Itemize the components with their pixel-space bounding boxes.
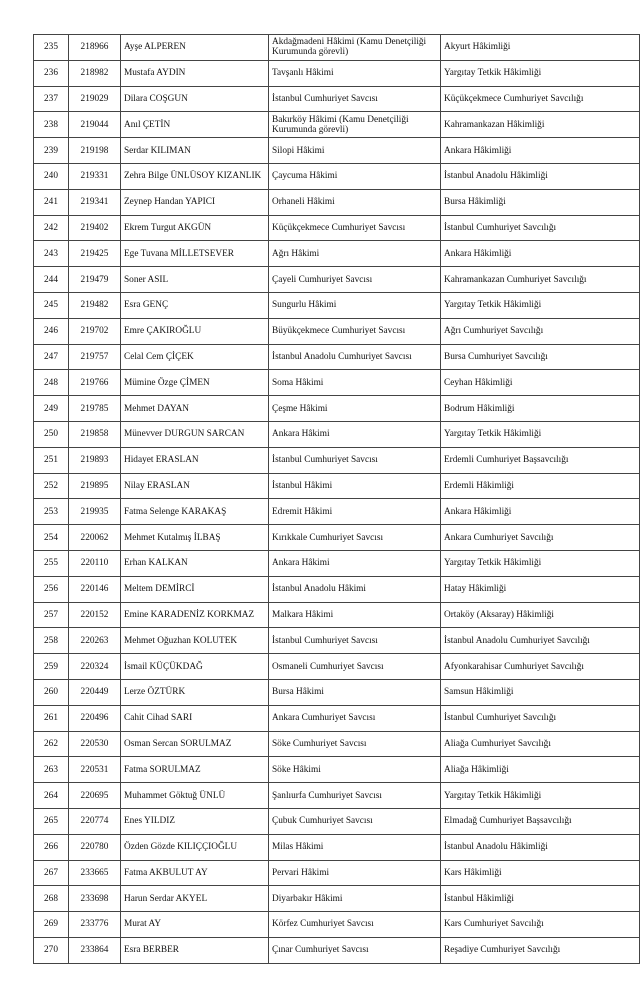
registry-number: 219482 xyxy=(69,292,121,318)
current-position: Çeşme Hâkimi xyxy=(269,396,441,422)
registry-number: 219479 xyxy=(69,267,121,293)
table-row xyxy=(34,189,640,215)
table-row xyxy=(34,60,640,86)
row-number: 241 xyxy=(34,189,69,215)
registry-number: 219766 xyxy=(69,370,121,396)
new-position: İstanbul Anadolu Hâkimliği xyxy=(441,163,640,189)
row-number: 264 xyxy=(34,783,69,809)
new-position: Bursa Hâkimliği xyxy=(441,189,640,215)
row-number: 265 xyxy=(34,808,69,834)
table-row xyxy=(34,86,640,112)
row-number: 238 xyxy=(34,112,69,138)
document-page xyxy=(33,34,604,964)
person-name: Münevver DURGUN SARCAN xyxy=(121,421,269,447)
current-position: İstanbul Anadolu Hâkimi xyxy=(269,576,441,602)
current-position: Orhaneli Hâkimi xyxy=(269,189,441,215)
current-position: Ankara Cumhuriyet Savcısı xyxy=(269,705,441,731)
current-position: Bursa Hâkimi xyxy=(269,679,441,705)
row-number: 242 xyxy=(34,215,69,241)
row-number: 262 xyxy=(34,731,69,757)
new-position: İstanbul Anadolu Hâkimliği xyxy=(441,834,640,860)
new-position: Kahramankazan Hâkimliği xyxy=(441,112,640,138)
new-position: Erdemli Hâkimliği xyxy=(441,473,640,499)
registry-number: 219935 xyxy=(69,499,121,525)
table-row xyxy=(34,396,640,422)
row-number: 251 xyxy=(34,447,69,473)
table-row xyxy=(34,241,640,267)
current-position: Sungurlu Hâkimi xyxy=(269,292,441,318)
row-number: 270 xyxy=(34,937,69,963)
current-position: Malkara Hâkimi xyxy=(269,602,441,628)
row-number: 247 xyxy=(34,344,69,370)
registry-number: 219702 xyxy=(69,318,121,344)
row-number: 260 xyxy=(34,679,69,705)
person-name: Emine KARADENİZ KORKMAZ xyxy=(121,602,269,628)
registry-number: 219341 xyxy=(69,189,121,215)
person-name: Fatma Selenge KARAKAŞ xyxy=(121,499,269,525)
table-row xyxy=(34,499,640,525)
registry-number: 220774 xyxy=(69,808,121,834)
table-row xyxy=(34,138,640,164)
current-position: Kırıkkale Cumhuriyet Savcısı xyxy=(269,525,441,551)
row-number: 245 xyxy=(34,292,69,318)
table-row xyxy=(34,550,640,576)
registry-number: 219893 xyxy=(69,447,121,473)
current-position: Çınar Cumhuriyet Savcısı xyxy=(269,937,441,963)
row-number: 237 xyxy=(34,86,69,112)
current-position: Ankara Hâkimi xyxy=(269,550,441,576)
row-number: 266 xyxy=(34,834,69,860)
table-row xyxy=(34,525,640,551)
registry-number: 220062 xyxy=(69,525,121,551)
new-position: Ceyhan Hâkimliği xyxy=(441,370,640,396)
registry-number: 219425 xyxy=(69,241,121,267)
registry-number: 219044 xyxy=(69,112,121,138)
person-name: Özden Gözde KILIÇÇIOĞLU xyxy=(121,834,269,860)
person-name: Mustafa AYDIN xyxy=(121,60,269,86)
table-row xyxy=(34,834,640,860)
row-number: 243 xyxy=(34,241,69,267)
new-position: Kars Hâkimliği xyxy=(441,860,640,886)
new-position: İstanbul Anadolu Cumhuriyet Savcılığı xyxy=(441,628,640,654)
table-row xyxy=(34,318,640,344)
new-position: Samsun Hâkimliği xyxy=(441,679,640,705)
table-row xyxy=(34,112,640,138)
current-position: Ankara Hâkimi xyxy=(269,421,441,447)
current-position: Bakırköy Hâkimi (Kamu Denetçiliği Kurumunda görevli) xyxy=(269,112,441,138)
row-number: 258 xyxy=(34,628,69,654)
row-number: 261 xyxy=(34,705,69,731)
registry-number: 220324 xyxy=(69,654,121,680)
new-position: Bodrum Hâkimliği xyxy=(441,396,640,422)
row-number: 239 xyxy=(34,138,69,164)
person-name: Lerze ÖZTÜRK xyxy=(121,679,269,705)
table-row xyxy=(34,35,640,61)
person-name: Osman Sercan SORULMAZ xyxy=(121,731,269,757)
new-position: Aliağa Cumhuriyet Savcılığı xyxy=(441,731,640,757)
current-position: Milas Hâkimi xyxy=(269,834,441,860)
table-row xyxy=(34,679,640,705)
current-position: Söke Cumhuriyet Savcısı xyxy=(269,731,441,757)
person-name: Esra GENÇ xyxy=(121,292,269,318)
person-name: İsmail KÜÇÜKDAĞ xyxy=(121,654,269,680)
current-position: Söke Hâkimi xyxy=(269,757,441,783)
registry-number: 220110 xyxy=(69,550,121,576)
current-position: Akdağmadeni Hâkimi (Kamu Denetçiliği Kurumunda görevli) xyxy=(269,35,441,61)
registry-number: 220531 xyxy=(69,757,121,783)
table-row xyxy=(34,808,640,834)
new-position: Yargıtay Tetkik Hâkimliği xyxy=(441,783,640,809)
person-name: Mehmet Oğuzhan KOLUTEK xyxy=(121,628,269,654)
new-position: Yargıtay Tetkik Hâkimliği xyxy=(441,421,640,447)
new-position: Elmadağ Cumhuriyet Başsavcılığı xyxy=(441,808,640,834)
person-name: Zeynep Handan YAPICI xyxy=(121,189,269,215)
current-position: Şanlıurfa Cumhuriyet Savcısı xyxy=(269,783,441,809)
row-number: 257 xyxy=(34,602,69,628)
table-row xyxy=(34,447,640,473)
row-number: 252 xyxy=(34,473,69,499)
person-name: Erhan KALKAN xyxy=(121,550,269,576)
registry-number: 219757 xyxy=(69,344,121,370)
current-position: Körfez Cumhuriyet Savcısı xyxy=(269,912,441,938)
table-row xyxy=(34,886,640,912)
person-name: Ege Tuvana MİLLETSEVER xyxy=(121,241,269,267)
registry-number: 220152 xyxy=(69,602,121,628)
row-number: 236 xyxy=(34,60,69,86)
table-row xyxy=(34,292,640,318)
new-position: Ağrı Cumhuriyet Savcılığı xyxy=(441,318,640,344)
new-position: İstanbul Hâkimliği xyxy=(441,886,640,912)
new-position: Kahramankazan Cumhuriyet Savcılığı xyxy=(441,267,640,293)
person-name: Ayşe ALPEREN xyxy=(121,35,269,61)
new-position: Afyonkarahisar Cumhuriyet Savcılığı xyxy=(441,654,640,680)
row-number: 269 xyxy=(34,912,69,938)
current-position: Soma Hâkimi xyxy=(269,370,441,396)
row-number: 244 xyxy=(34,267,69,293)
person-name: Cahit Cihad SARI xyxy=(121,705,269,731)
person-name: Fatma AKBULUT AY xyxy=(121,860,269,886)
new-position: Hatay Hâkimliği xyxy=(441,576,640,602)
current-position: Ağrı Hâkimi xyxy=(269,241,441,267)
new-position: Yargıtay Tetkik Hâkimliği xyxy=(441,550,640,576)
registry-number: 220449 xyxy=(69,679,121,705)
registry-number: 218982 xyxy=(69,60,121,86)
appointment-table xyxy=(33,34,640,964)
person-name: Muhammet Göktuğ ÜNLÜ xyxy=(121,783,269,809)
row-number: 253 xyxy=(34,499,69,525)
row-number: 248 xyxy=(34,370,69,396)
registry-number: 220263 xyxy=(69,628,121,654)
current-position: Tavşanlı Hâkimi xyxy=(269,60,441,86)
registry-number: 219331 xyxy=(69,163,121,189)
row-number: 249 xyxy=(34,396,69,422)
table-row xyxy=(34,576,640,602)
registry-number: 220695 xyxy=(69,783,121,809)
person-name: Nilay ERASLAN xyxy=(121,473,269,499)
person-name: Enes YILDIZ xyxy=(121,808,269,834)
row-number: 259 xyxy=(34,654,69,680)
table-row xyxy=(34,344,640,370)
current-position: Çayeli Cumhuriyet Savcısı xyxy=(269,267,441,293)
table-row xyxy=(34,628,640,654)
registry-number: 233864 xyxy=(69,937,121,963)
table-row xyxy=(34,215,640,241)
registry-number: 219402 xyxy=(69,215,121,241)
person-name: Esra BERBER xyxy=(121,937,269,963)
new-position: Ankara Cumhuriyet Savcılığı xyxy=(441,525,640,551)
current-position: Büyükçekmece Cumhuriyet Savcısı xyxy=(269,318,441,344)
table-row xyxy=(34,731,640,757)
row-number: 268 xyxy=(34,886,69,912)
new-position: Küçükçekmece Cumhuriyet Savcılığı xyxy=(441,86,640,112)
table-body xyxy=(34,35,640,964)
table-row xyxy=(34,163,640,189)
person-name: Dilara COŞGUN xyxy=(121,86,269,112)
new-position: İstanbul Cumhuriyet Savcılığı xyxy=(441,705,640,731)
registry-number: 219858 xyxy=(69,421,121,447)
row-number: 267 xyxy=(34,860,69,886)
new-position: Kars Cumhuriyet Savcılığı xyxy=(441,912,640,938)
registry-number: 219198 xyxy=(69,138,121,164)
new-position: Ortaköy (Aksaray) Hâkimliği xyxy=(441,602,640,628)
person-name: Emre ÇAKIROĞLU xyxy=(121,318,269,344)
person-name: Harun Serdar AKYEL xyxy=(121,886,269,912)
new-position: Ankara Hâkimliği xyxy=(441,138,640,164)
table-row xyxy=(34,705,640,731)
table-row xyxy=(34,267,640,293)
new-position: Ankara Hâkimliği xyxy=(441,241,640,267)
current-position: İstanbul Cumhuriyet Savcısı xyxy=(269,447,441,473)
registry-number: 220496 xyxy=(69,705,121,731)
current-position: Diyarbakır Hâkimi xyxy=(269,886,441,912)
table-row xyxy=(34,602,640,628)
table-row xyxy=(34,912,640,938)
new-position: Yargıtay Tetkik Hâkimliği xyxy=(441,292,640,318)
current-position: Silopi Hâkimi xyxy=(269,138,441,164)
current-position: Çaycuma Hâkimi xyxy=(269,163,441,189)
person-name: Fatma SORULMAZ xyxy=(121,757,269,783)
table-row xyxy=(34,937,640,963)
current-position: Pervari Hâkimi xyxy=(269,860,441,886)
row-number: 255 xyxy=(34,550,69,576)
row-number: 240 xyxy=(34,163,69,189)
table-row xyxy=(34,860,640,886)
person-name: Ekrem Turgut AKGÜN xyxy=(121,215,269,241)
registry-number: 220780 xyxy=(69,834,121,860)
new-position: Erdemli Cumhuriyet Başsavcılığı xyxy=(441,447,640,473)
person-name: Mümine Özge ÇİMEN xyxy=(121,370,269,396)
registry-number: 233698 xyxy=(69,886,121,912)
new-position: Ankara Hâkimliği xyxy=(441,499,640,525)
current-position: İstanbul Anadolu Cumhuriyet Savcısı xyxy=(269,344,441,370)
registry-number: 233776 xyxy=(69,912,121,938)
row-number: 250 xyxy=(34,421,69,447)
table-row xyxy=(34,473,640,499)
table-row xyxy=(34,421,640,447)
current-position: Osmaneli Cumhuriyet Savcısı xyxy=(269,654,441,680)
new-position: Bursa Cumhuriyet Savcılığı xyxy=(441,344,640,370)
registry-number: 219785 xyxy=(69,396,121,422)
table-row xyxy=(34,370,640,396)
current-position: Çubuk Cumhuriyet Savcısı xyxy=(269,808,441,834)
registry-number: 219895 xyxy=(69,473,121,499)
table-row xyxy=(34,654,640,680)
new-position: Yargıtay Tetkik Hâkimliği xyxy=(441,60,640,86)
current-position: Edremit Hâkimi xyxy=(269,499,441,525)
person-name: Mehmet DAYAN xyxy=(121,396,269,422)
new-position: Akyurt Hâkimliği xyxy=(441,35,640,61)
person-name: Meltem DEMİRCİ xyxy=(121,576,269,602)
new-position: Reşadiye Cumhuriyet Savcılığı xyxy=(441,937,640,963)
table-row xyxy=(34,783,640,809)
table-row xyxy=(34,757,640,783)
registry-number: 219029 xyxy=(69,86,121,112)
new-position: İstanbul Cumhuriyet Savcılığı xyxy=(441,215,640,241)
person-name: Anıl ÇETİN xyxy=(121,112,269,138)
row-number: 235 xyxy=(34,35,69,61)
person-name: Mehmet Kutalmış İLBAŞ xyxy=(121,525,269,551)
person-name: Serdar KILIMAN xyxy=(121,138,269,164)
current-position: Küçükçekmece Cumhuriyet Savcısı xyxy=(269,215,441,241)
person-name: Soner ASIL xyxy=(121,267,269,293)
row-number: 263 xyxy=(34,757,69,783)
registry-number: 220146 xyxy=(69,576,121,602)
row-number: 254 xyxy=(34,525,69,551)
current-position: İstanbul Cumhuriyet Savcısı xyxy=(269,86,441,112)
current-position: İstanbul Cumhuriyet Savcısı xyxy=(269,628,441,654)
new-position: Aliağa Hâkimliği xyxy=(441,757,640,783)
row-number: 246 xyxy=(34,318,69,344)
registry-number: 218966 xyxy=(69,35,121,61)
registry-number: 220530 xyxy=(69,731,121,757)
person-name: Zehra Bilge ÜNLÜSOY KIZANLIK xyxy=(121,163,269,189)
person-name: Celal Cem ÇİÇEK xyxy=(121,344,269,370)
registry-number: 233665 xyxy=(69,860,121,886)
row-number: 256 xyxy=(34,576,69,602)
current-position: İstanbul Hâkimi xyxy=(269,473,441,499)
person-name: Murat AY xyxy=(121,912,269,938)
person-name: Hidayet ERASLAN xyxy=(121,447,269,473)
